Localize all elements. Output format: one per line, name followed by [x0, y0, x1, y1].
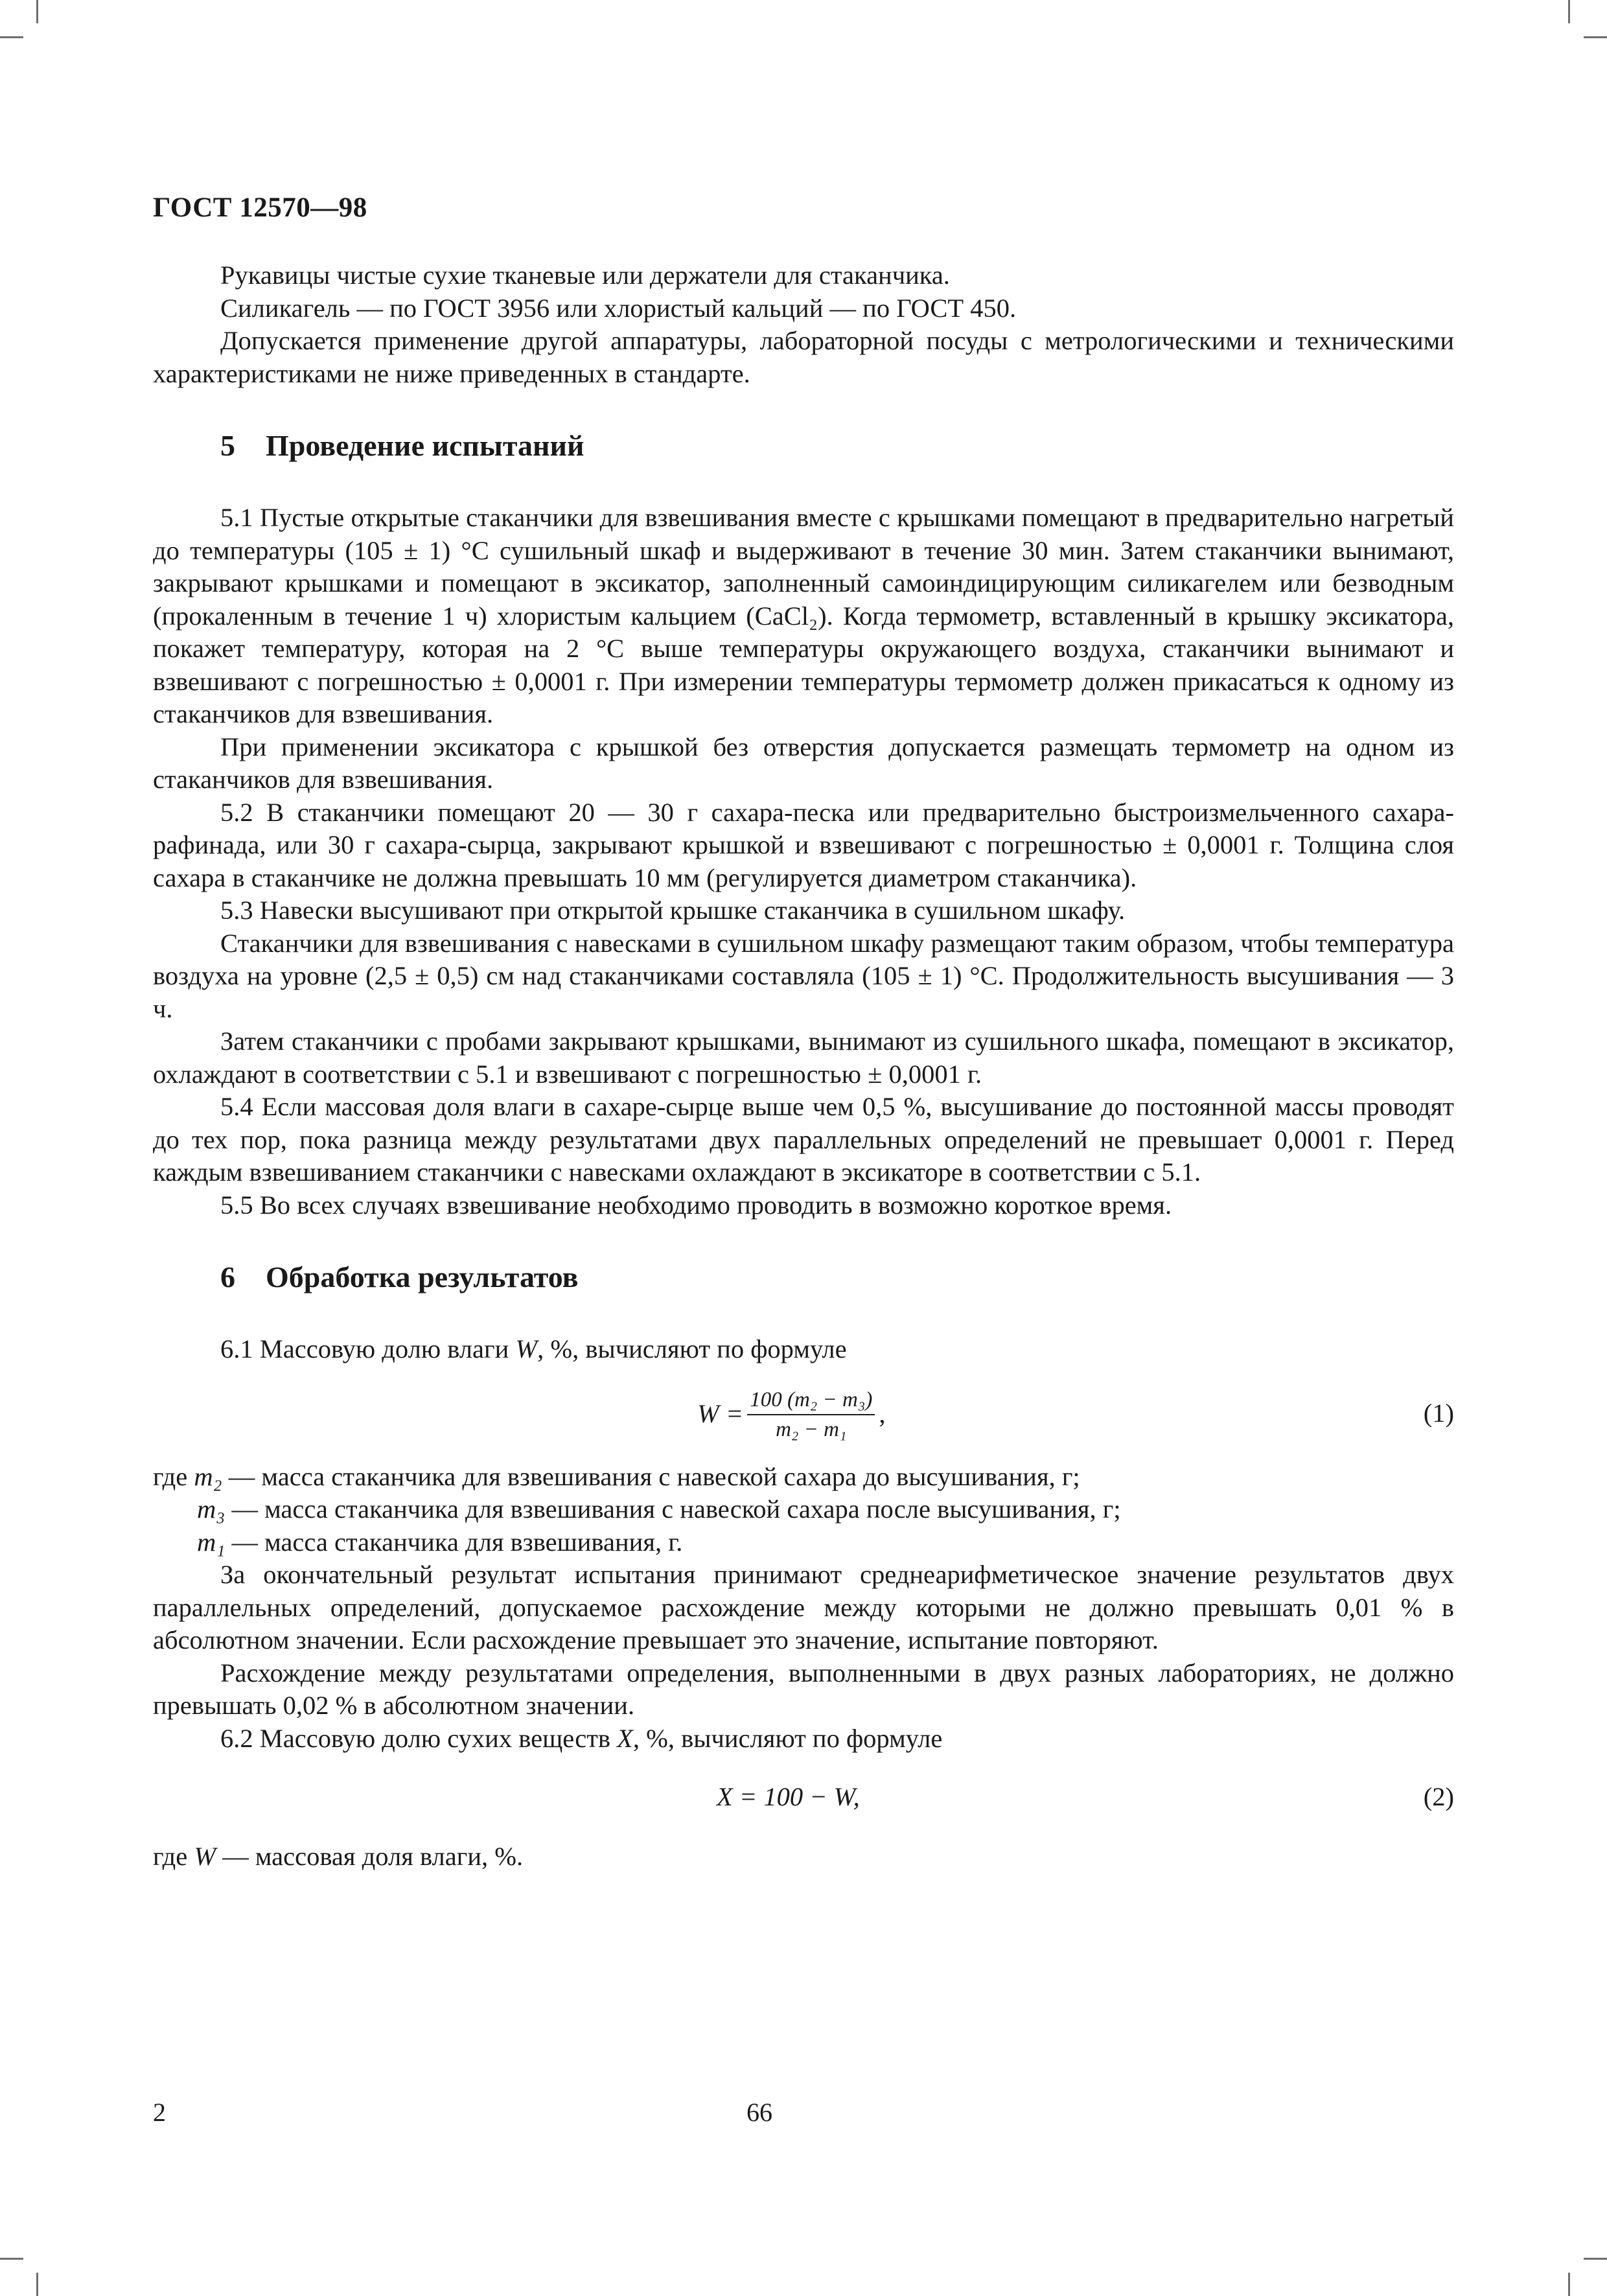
paragraph-5-4: 5.4 Если массовая доля влаги в сахаре-сырце выше чем 0,5 %, высушивание до постоянной массы проводят до тех пор, пока разница между результатами двух параллельных определений не превышает 0,0001 г. Перед каждым взвешиванием стаканчики с навесками охлаждают в эксикаторе в соответствии с 5.1.: [153, 1092, 1454, 1187]
crop-mark-top-left-h: [0, 36, 23, 38]
document-header: ГОСТ 12570—98: [153, 192, 367, 223]
paragraph-5-1: 5.1 Пустые открытые стаканчики для взвешивания вместе с крышками помещают в предварительно нагретый до температуры (105 ± 1) °С сушильный шкаф и выдерживают в течение 30 мин. Затем стаканчики вынимают, закрывают крышками и помещают в эксикатор, заполненный самоиндицирующим силикагелем или безводным (прокаленным в течение 1 ч) хлористым кальцием (CaCl₂). Когда термометр, вставленный в крышку эксикатора, покажет температуру, которая на 2 °С выше температуры окружающего воздуха, стаканчики вынимают и взвешивают с погрешностью ± 0,0001 г. При измерении температуры термометр должен прикасаться к одному из стаканчиков для взвешивания.: [153, 503, 1454, 728]
formula-number: (2): [1423, 1782, 1454, 1811]
crop-mark-bottom-right-h: [1584, 2258, 1607, 2260]
section-number: 5: [220, 429, 235, 462]
paragraph-5-5: 5.5 Во всех случаях взвешивание необходимо проводить в возможно короткое время.: [220, 1190, 1172, 1220]
crop-mark-top-right-h: [1584, 36, 1607, 38]
section-number: 6: [220, 1260, 235, 1293]
variable-w: W: [515, 1334, 538, 1363]
formula-trail: ,: [879, 1399, 886, 1429]
crop-mark-bottom-left-h: [0, 2258, 23, 2260]
text: — масса стаканчика для взвешивания, г.: [225, 1527, 683, 1557]
text: — масса стаканчика для взвешивания с навеской сахара до высушивания, г;: [222, 1461, 1080, 1491]
result-paragraph: За окончательный результат испытания принимают среднеарифметическое значение результатов двух параллельных определений, допускаемое расхождение между которыми не должно превышать 0,01 % в абсолютном значении. Если расхождение превышает это значение, испытание повторяют.: [153, 1560, 1454, 1654]
paragraph-5-1-note: При применении эксикатора с крышкой без отверстия допускается размещать термометр на одном из стаканчиков для взвешивания.: [153, 732, 1454, 794]
paragraph-5-2: 5.2 В стаканчики помещают 20 — 30 г сахара-песка или предварительно быстроизмельченного сахара-рафинада, или 30 г сахара-сырца, закрывают крышкой и взвешивают с погрешностью ± 0,0001 г. Толщина слоя сахара в стаканчике не должна превышать 10 мм (регулируется диаметром стаканчика).: [153, 797, 1454, 892]
page-number-center: 66: [746, 2098, 772, 2127]
paragraph-6-2: [153, 1722, 1454, 1756]
crop-mark-bottom-left: [36, 2273, 38, 2296]
text: где: [153, 1842, 194, 1871]
section-6-heading: [153, 1259, 1454, 1295]
formula-numerator: 100 (m₂ − m₃): [747, 1386, 875, 1415]
text: 6.1 Массовую долю влаги: [220, 1334, 516, 1363]
intro-paragraph: Допускается применение другой аппаратуры, лабораторной посуды с метрологическими и техническими характеристиками не ниже приведенных в стандарте.: [153, 326, 1454, 388]
formula-fraction: [747, 1386, 875, 1444]
section-title: Обработка результатов: [266, 1260, 579, 1293]
formula-lhs: W =: [697, 1399, 744, 1429]
formula-2: [153, 1774, 1454, 1821]
discrepancy-paragraph: Расхождение между результатами определения, выполненными в двух разных лабораториях, не должно превышать 0,02 % в абсолютном значении.: [153, 1658, 1454, 1720]
intro-paragraph: Силикагель — по ГОСТ 3956 или хлористый кальций — по ГОСТ 450.: [220, 293, 1017, 323]
formula-1: [153, 1380, 1454, 1449]
intro-paragraph: Рукавицы чистые сухие тканевые или держатели для стаканчика.: [220, 261, 950, 290]
document-body: [153, 259, 1454, 1873]
paragraph-5-3-placement: Стаканчики для взвешивания с навесками в сушильном шкафу размещают таким образом, чтобы температура воздуха на уровне (2,5 ± 0,5) см над стаканчиками составляла (105 ± 1) °С. Продолжительность высушивания — 3 ч.: [153, 928, 1454, 1023]
section-title: Проведение испытаний: [266, 429, 584, 462]
where-item: [153, 1840, 1454, 1873]
paragraph-5-3-cooling: Затем стаканчики с пробами закрывают крышками, вынимают из сушильного шкафа, помещают в эксикатор, охлаждают в соответствии с 5.1 и взвешивают с погрешностью ± 0,0001 г.: [153, 1026, 1454, 1089]
formula-number: (1): [1423, 1398, 1454, 1428]
text: 6.2 Массовую долю сухих веществ: [220, 1723, 618, 1753]
symbol: m₁: [197, 1527, 225, 1557]
document-page: [153, 0, 1454, 2296]
text: , %, вычисляют по формуле: [537, 1334, 847, 1363]
crop-mark-top-right: [1568, 0, 1570, 23]
formula-denominator: m₂ − m₁: [776, 1417, 847, 1441]
symbol: W: [194, 1842, 216, 1871]
crop-mark-top-left: [36, 0, 38, 23]
crop-mark-bottom-right: [1568, 2273, 1570, 2296]
variable-x: X: [617, 1723, 633, 1753]
text: — масса стаканчика для взвешивания с навеской сахара после высушивания, г;: [225, 1494, 1121, 1524]
where-item: [153, 1493, 1454, 1526]
where-item: [153, 1461, 1454, 1494]
text: , %, вычисляют по формуле: [632, 1723, 943, 1753]
page-number-left: 2: [153, 2098, 166, 2127]
text: где: [153, 1461, 194, 1491]
paragraph-6-1: [153, 1333, 1454, 1366]
text: — массовая доля влаги, %.: [216, 1842, 524, 1871]
where-item: [153, 1526, 1454, 1559]
paragraph-5-3: 5.3 Навески высушивают при открытой крышке стаканчика в сушильном шкафу.: [220, 896, 1126, 925]
formula-expression: X = 100 − W,: [717, 1782, 860, 1811]
section-5-heading: [153, 428, 1454, 464]
symbol: m₂: [194, 1461, 222, 1491]
symbol: m₃: [197, 1494, 225, 1524]
